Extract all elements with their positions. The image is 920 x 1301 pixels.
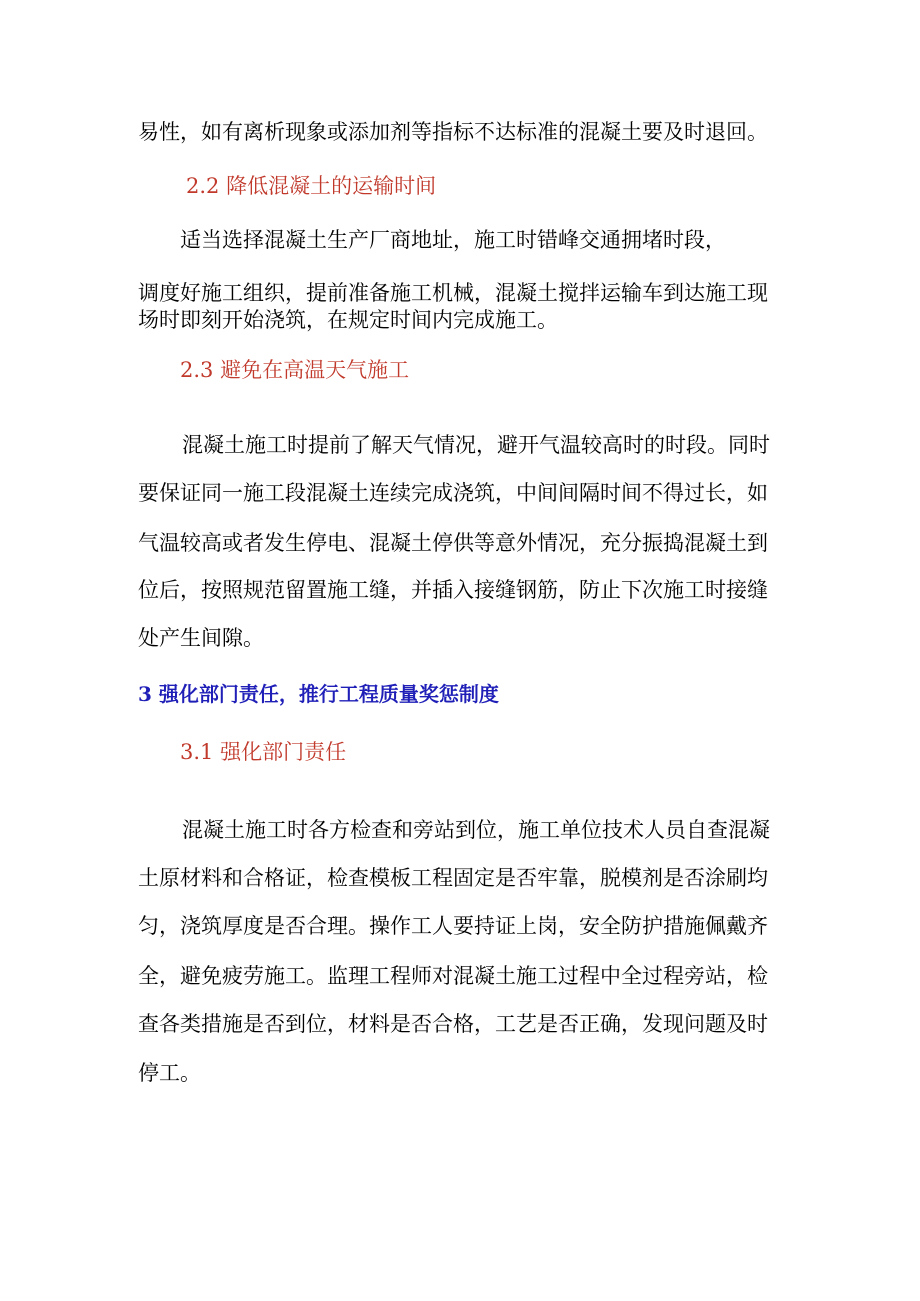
text-line: 适当选择混凝土生产厂商地址，施工时错峰交通拥堵时段， [180,228,726,252]
text-line: 位后，按照规范留置施工缝，并插入接缝钢筋，防止下次施工时接缝 [138,578,768,602]
text-line: 混凝土施工时提前了解天气情况，避开气温较高时的时段。同时 [182,433,770,457]
subheading-2-2: 2.2 降低混凝土的运输时间 [186,174,437,198]
text-line: 土原材料和合格证，检查模板工程固定是否牢靠，脱模剂是否涂刷均 [138,866,768,890]
text-line: 调度好施工组织，提前准备施工机械，混凝土搅拌运输车到达施工现 [138,281,768,305]
text-line: 停工。 [138,1061,201,1085]
text-line: 气温较高或者发生停电、混凝土停供等意外情况，充分振捣混凝土到 [138,531,768,555]
text-line: 要保证同一施工段混凝土连续完成浇筑，中间间隔时间不得过长，如 [138,481,768,505]
text-line: 处产生间隙。 [138,626,264,650]
subheading-2-3: 2.3 避免在高温天气施工 [180,358,410,382]
text-line: 全，避免疲劳施工。监理工程师对混凝土施工过程中全过程旁站，检 [138,964,768,988]
text-line: 易性，如有离析现象或添加剂等指标不达标准的混凝土要及时退回。 [138,120,768,144]
text-line: 场时即刻开始浇筑，在规定时间内完成施工。 [138,308,558,332]
text-line: 匀，浇筑厚度是否合理。操作工人要持证上岗，安全防护措施佩戴齐 [138,914,768,938]
text-line: 查各类措施是否到位，材料是否合格，工艺是否正确，发现问题及时 [138,1012,768,1036]
heading-section-3: 3 强化部门责任，推行工程质量奖惩制度 [138,682,499,706]
subheading-3-1: 3.1 强化部门责任 [180,740,347,764]
text-line: 混凝土施工时各方检查和旁站到位，施工单位技术人员自查混凝 [182,818,770,842]
